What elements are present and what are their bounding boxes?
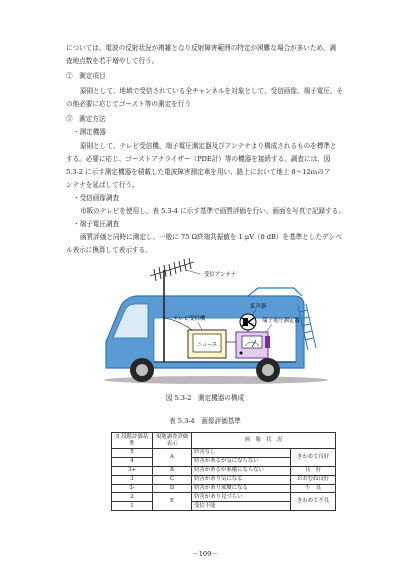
text-line: の他必要に応じてゴースト等の測定を行う bbox=[66, 100, 191, 108]
text-line: 原則として、地域で受信されている全チャンネルを対象として、受信画像、端子電圧、そ bbox=[80, 87, 344, 95]
speaker-icon bbox=[240, 314, 256, 330]
grade-cell: 5 bbox=[112, 449, 153, 458]
rating-cell: 良 好 bbox=[291, 466, 336, 475]
table-title: 表 5.3-4 画像評価基準 bbox=[169, 417, 241, 425]
status-cell: 妨害があり邪魔になる bbox=[192, 484, 291, 493]
status-cell: 妨害があるが邪魔にならない bbox=[192, 466, 291, 475]
grade-cell: 3 bbox=[112, 475, 153, 484]
text-line: 5.3-2 に示す測定機器を積載した電波障害測定車を用い、路上において地上 8～12ｍのア bbox=[66, 168, 331, 176]
text-line: 市販のテレビを使用し、表 5.3-4 に示す基準で画質評価を行い、画面を写真で記録する。 bbox=[80, 207, 345, 215]
rear-wheel bbox=[256, 358, 280, 382]
table-row bbox=[112, 493, 336, 502]
text-line: ル表示に換算して表示する。 bbox=[66, 246, 152, 254]
table-row bbox=[112, 475, 336, 484]
status-cell: 妨害があり見づらい bbox=[192, 493, 291, 502]
subsection-heading: ・測定機器 bbox=[73, 128, 106, 136]
rating-cell: 不 良 bbox=[291, 484, 336, 493]
status-cell: 妨害があり気になる bbox=[192, 475, 291, 484]
front-wheel bbox=[130, 358, 154, 382]
antenna-label: 受信アンテナ bbox=[204, 272, 237, 278]
rating-cell: きわめて良好 bbox=[291, 449, 336, 467]
image-evaluation-table bbox=[111, 432, 336, 511]
tv-label: テレビ受信機 bbox=[173, 316, 206, 322]
subsection-heading: ・端子電圧調査 bbox=[73, 220, 120, 228]
table-row bbox=[112, 449, 336, 458]
field-cell: A bbox=[153, 449, 192, 467]
meter-label: 端子電圧測定器 bbox=[262, 318, 300, 324]
section-heading: ② 測定項目 bbox=[66, 72, 106, 80]
rating-cell: きわめて不良 bbox=[291, 493, 336, 511]
grade-cell: 3+ bbox=[112, 466, 153, 475]
header-grade: 5 段階評価基準 bbox=[112, 433, 153, 449]
grade-cell: 2 bbox=[112, 493, 153, 502]
antenna-icon bbox=[150, 258, 194, 281]
rating-cell: おおむね良好 bbox=[291, 475, 336, 484]
field-cell: B bbox=[153, 466, 192, 475]
text-line: 査地点数を若干増やして行う。 bbox=[66, 57, 159, 65]
status-cell: 受信不能 bbox=[192, 502, 291, 511]
field-cell: C bbox=[153, 475, 192, 484]
text-line: する。必要に応じ、ゴーストアナライザー（PDE計）等の機器を接続する。調査には、図 bbox=[66, 155, 331, 163]
status-cell: 妨害なし bbox=[192, 449, 291, 458]
grade-cell: 4 bbox=[112, 457, 153, 466]
table-row bbox=[112, 466, 336, 475]
subsection-heading: ・受信画像調査 bbox=[73, 194, 120, 202]
measurement-van-figure bbox=[98, 246, 338, 388]
header-field: 現地調査評価表示 bbox=[153, 433, 192, 449]
field-cell: E bbox=[153, 493, 192, 511]
grade-cell: 3- bbox=[112, 484, 153, 493]
header-status: 画 像 状 況 bbox=[192, 433, 336, 449]
field-cell: D bbox=[153, 484, 192, 493]
grade-cell: 1 bbox=[112, 502, 153, 511]
section-heading: ③ 測定方法 bbox=[66, 115, 106, 123]
text-line: については、電波の反射状況が複雑となり反射障害範囲の特定が困難な場合が多いため、調 bbox=[66, 44, 336, 52]
speaker-label: 拡声器 bbox=[250, 304, 267, 310]
text-line: 画質評価と同時に測定し、一般に 75 Ω終端共振値を 1 μV（0 dB）を基準としたデシベ bbox=[80, 233, 342, 241]
status-cell: 妨害があるが気にならない bbox=[192, 457, 291, 466]
text-line: ンテナを延ばして行う。 bbox=[66, 181, 139, 189]
page-number: －109－ bbox=[192, 550, 218, 558]
figure-caption: 図 5.3-2 測定機器の構成 bbox=[165, 394, 245, 402]
table-row bbox=[112, 484, 336, 493]
terminal-voltage-meter-icon bbox=[236, 332, 270, 358]
tv-screen-text: ニュース bbox=[196, 342, 218, 348]
text-line: 原則として、テレビ受信機、端子電圧測定器及びアンテナより構成されるものを標準と bbox=[80, 142, 337, 150]
